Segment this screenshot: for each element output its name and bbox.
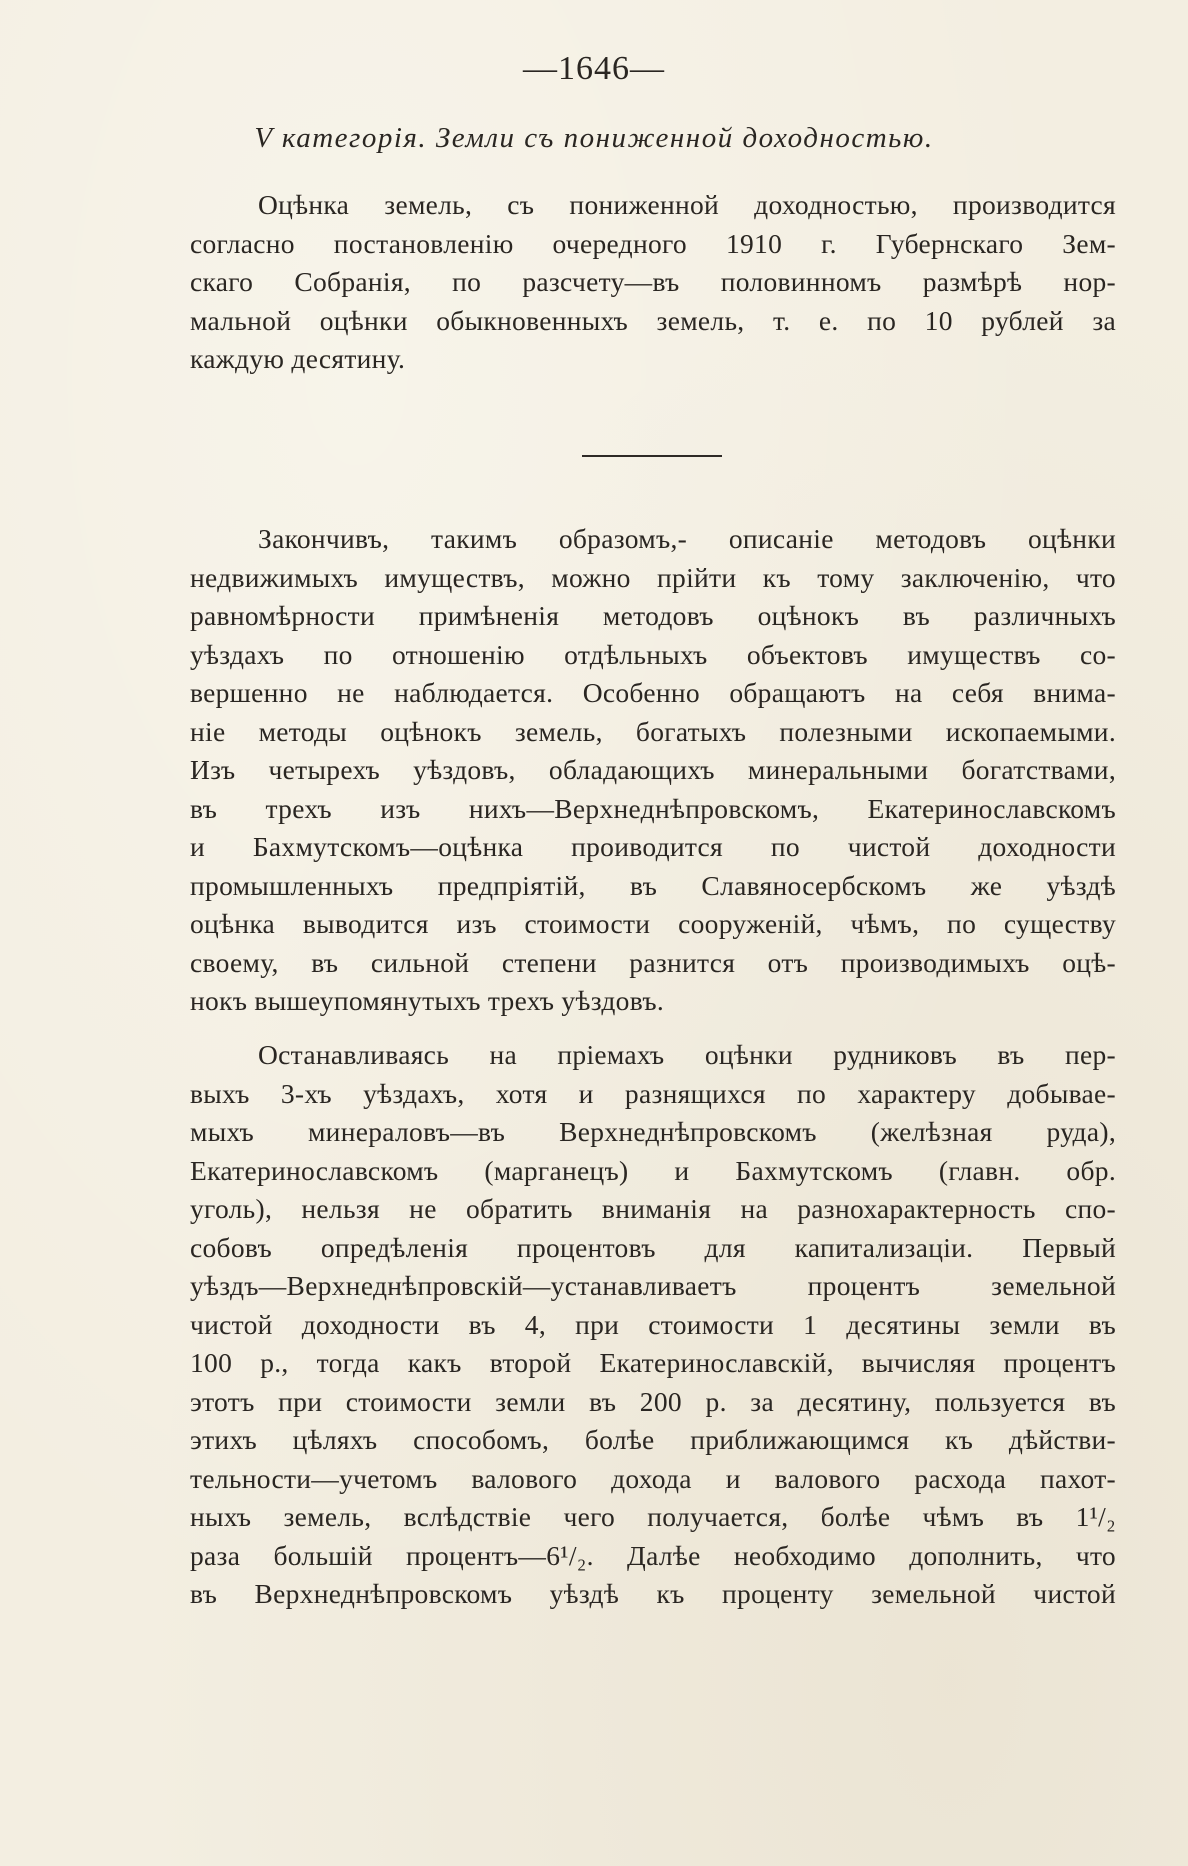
text-line: чистой доходности въ 4, при стоимости 1 десятины земли въ [190, 1308, 1116, 1340]
text-line: ныхъ земель, вслѣдствіе чего получается, болѣе чѣмъ въ 1¹/₂ [190, 1501, 1116, 1532]
section-divider [582, 455, 722, 457]
text-line: этихъ цѣляхъ способомъ, болѣе приближающимся къ дѣйстви- [190, 1424, 1116, 1455]
text-line: Закончивъ, такимъ образомъ,- описаніе методовъ оцѣнки [258, 523, 1116, 554]
text-line: недвижимыхъ имуществъ, можно прійти къ тому заключенію, что [190, 561, 1116, 593]
section-heading: V категорія. Земли съ пониженной доходностью. [254, 122, 934, 154]
paragraph-mining-valuation [190, 1036, 1116, 1614]
text-line: вершенно не наблюдается. Особенно обращаютъ на себя внима- [190, 677, 1116, 708]
text-line: Изъ четырехъ уѣздовъ, обладающихъ минеральными богатствами, [190, 754, 1116, 785]
text-line: уголь), нельзя не обратить вниманія на разнохарактерность спо- [190, 1193, 1116, 1224]
text-line: 100 р., тогда какъ второй Екатеринославскій, вычисляя процентъ [190, 1347, 1116, 1378]
text-line: мальной оцѣнки обыкновенныхъ земель, т. е. по 10 рублей за [190, 304, 1116, 336]
text-line: промышленныхъ предпріятій, въ Славяносербскомъ же уѣздѣ [190, 869, 1116, 901]
text-line: собовъ опредѣленія процентовъ для капитализаціи. Первый [190, 1231, 1116, 1263]
text-line: оцѣнка выводится изъ стоимости сооруженій, чѣмъ, по существу [190, 908, 1116, 939]
text-line: уѣздахъ по отношенію отдѣльныхъ объектовъ имуществъ со- [190, 638, 1116, 670]
paragraph-category-v [190, 186, 1116, 379]
text-line: тельности—учетомъ валового дохода и валового расхода пахот- [190, 1462, 1116, 1494]
text-line: ніе методы оцѣнокъ земель, богатыхъ полезными ископаемыми. [190, 715, 1116, 747]
text-line: выхъ 3-хъ уѣздахъ, хотя и разнящихся по характеру добывае- [190, 1077, 1116, 1109]
text-line: Оцѣнка земель, съ пониженной доходностью, производится [258, 189, 1116, 220]
text-line: своему, въ сильной степени разнится отъ производимыхъ оцѣ- [190, 946, 1116, 978]
text-line: уѣздъ—Верхнеднѣпровскій—устанавливаетъ процентъ земельной [190, 1270, 1116, 1301]
text-line: каждую десятину. [190, 343, 406, 374]
text-line: раза большій процентъ—6¹/₂. Далѣе необходимо дополнить, что [190, 1539, 1116, 1571]
text-line: согласно постановленію очередного 1910 г. Губернскаго Зем- [190, 227, 1116, 259]
paragraph-conclusion [190, 520, 1116, 1021]
page-number: —1646— [523, 50, 665, 87]
text-line: Останавливаясь на пріемахъ оцѣнки рудниковъ въ пер- [258, 1039, 1116, 1070]
text-line: мыхъ минераловъ—въ Верхнеднѣпровскомъ (желѣзная руда), [190, 1116, 1116, 1147]
text-line: и Бахмутскомъ—оцѣнка проиводится по чистой доходности [190, 831, 1116, 862]
text-line: Екатеринославскомъ (марганецъ) и Бахмутскомъ (главн. обр. [190, 1154, 1116, 1186]
text-line: въ Верхнеднѣпровскомъ уѣздѣ къ проценту земельной чистой [190, 1578, 1116, 1609]
text-line: въ трехъ изъ нихъ—Верхнеднѣпровскомъ, Екатеринославскомъ [190, 792, 1116, 824]
text-line: нокъ вышеупомянутыхъ трехъ уѣздовъ. [190, 985, 665, 1016]
text-line: этотъ при стоимости земли въ 200 р. за десятину, пользуется въ [190, 1385, 1116, 1417]
text-line: скаго Собранія, по разсчету—въ половинномъ размѣрѣ нор- [190, 266, 1116, 297]
text-line: равномѣрности примѣненія методовъ оцѣнокъ въ различныхъ [190, 600, 1116, 631]
